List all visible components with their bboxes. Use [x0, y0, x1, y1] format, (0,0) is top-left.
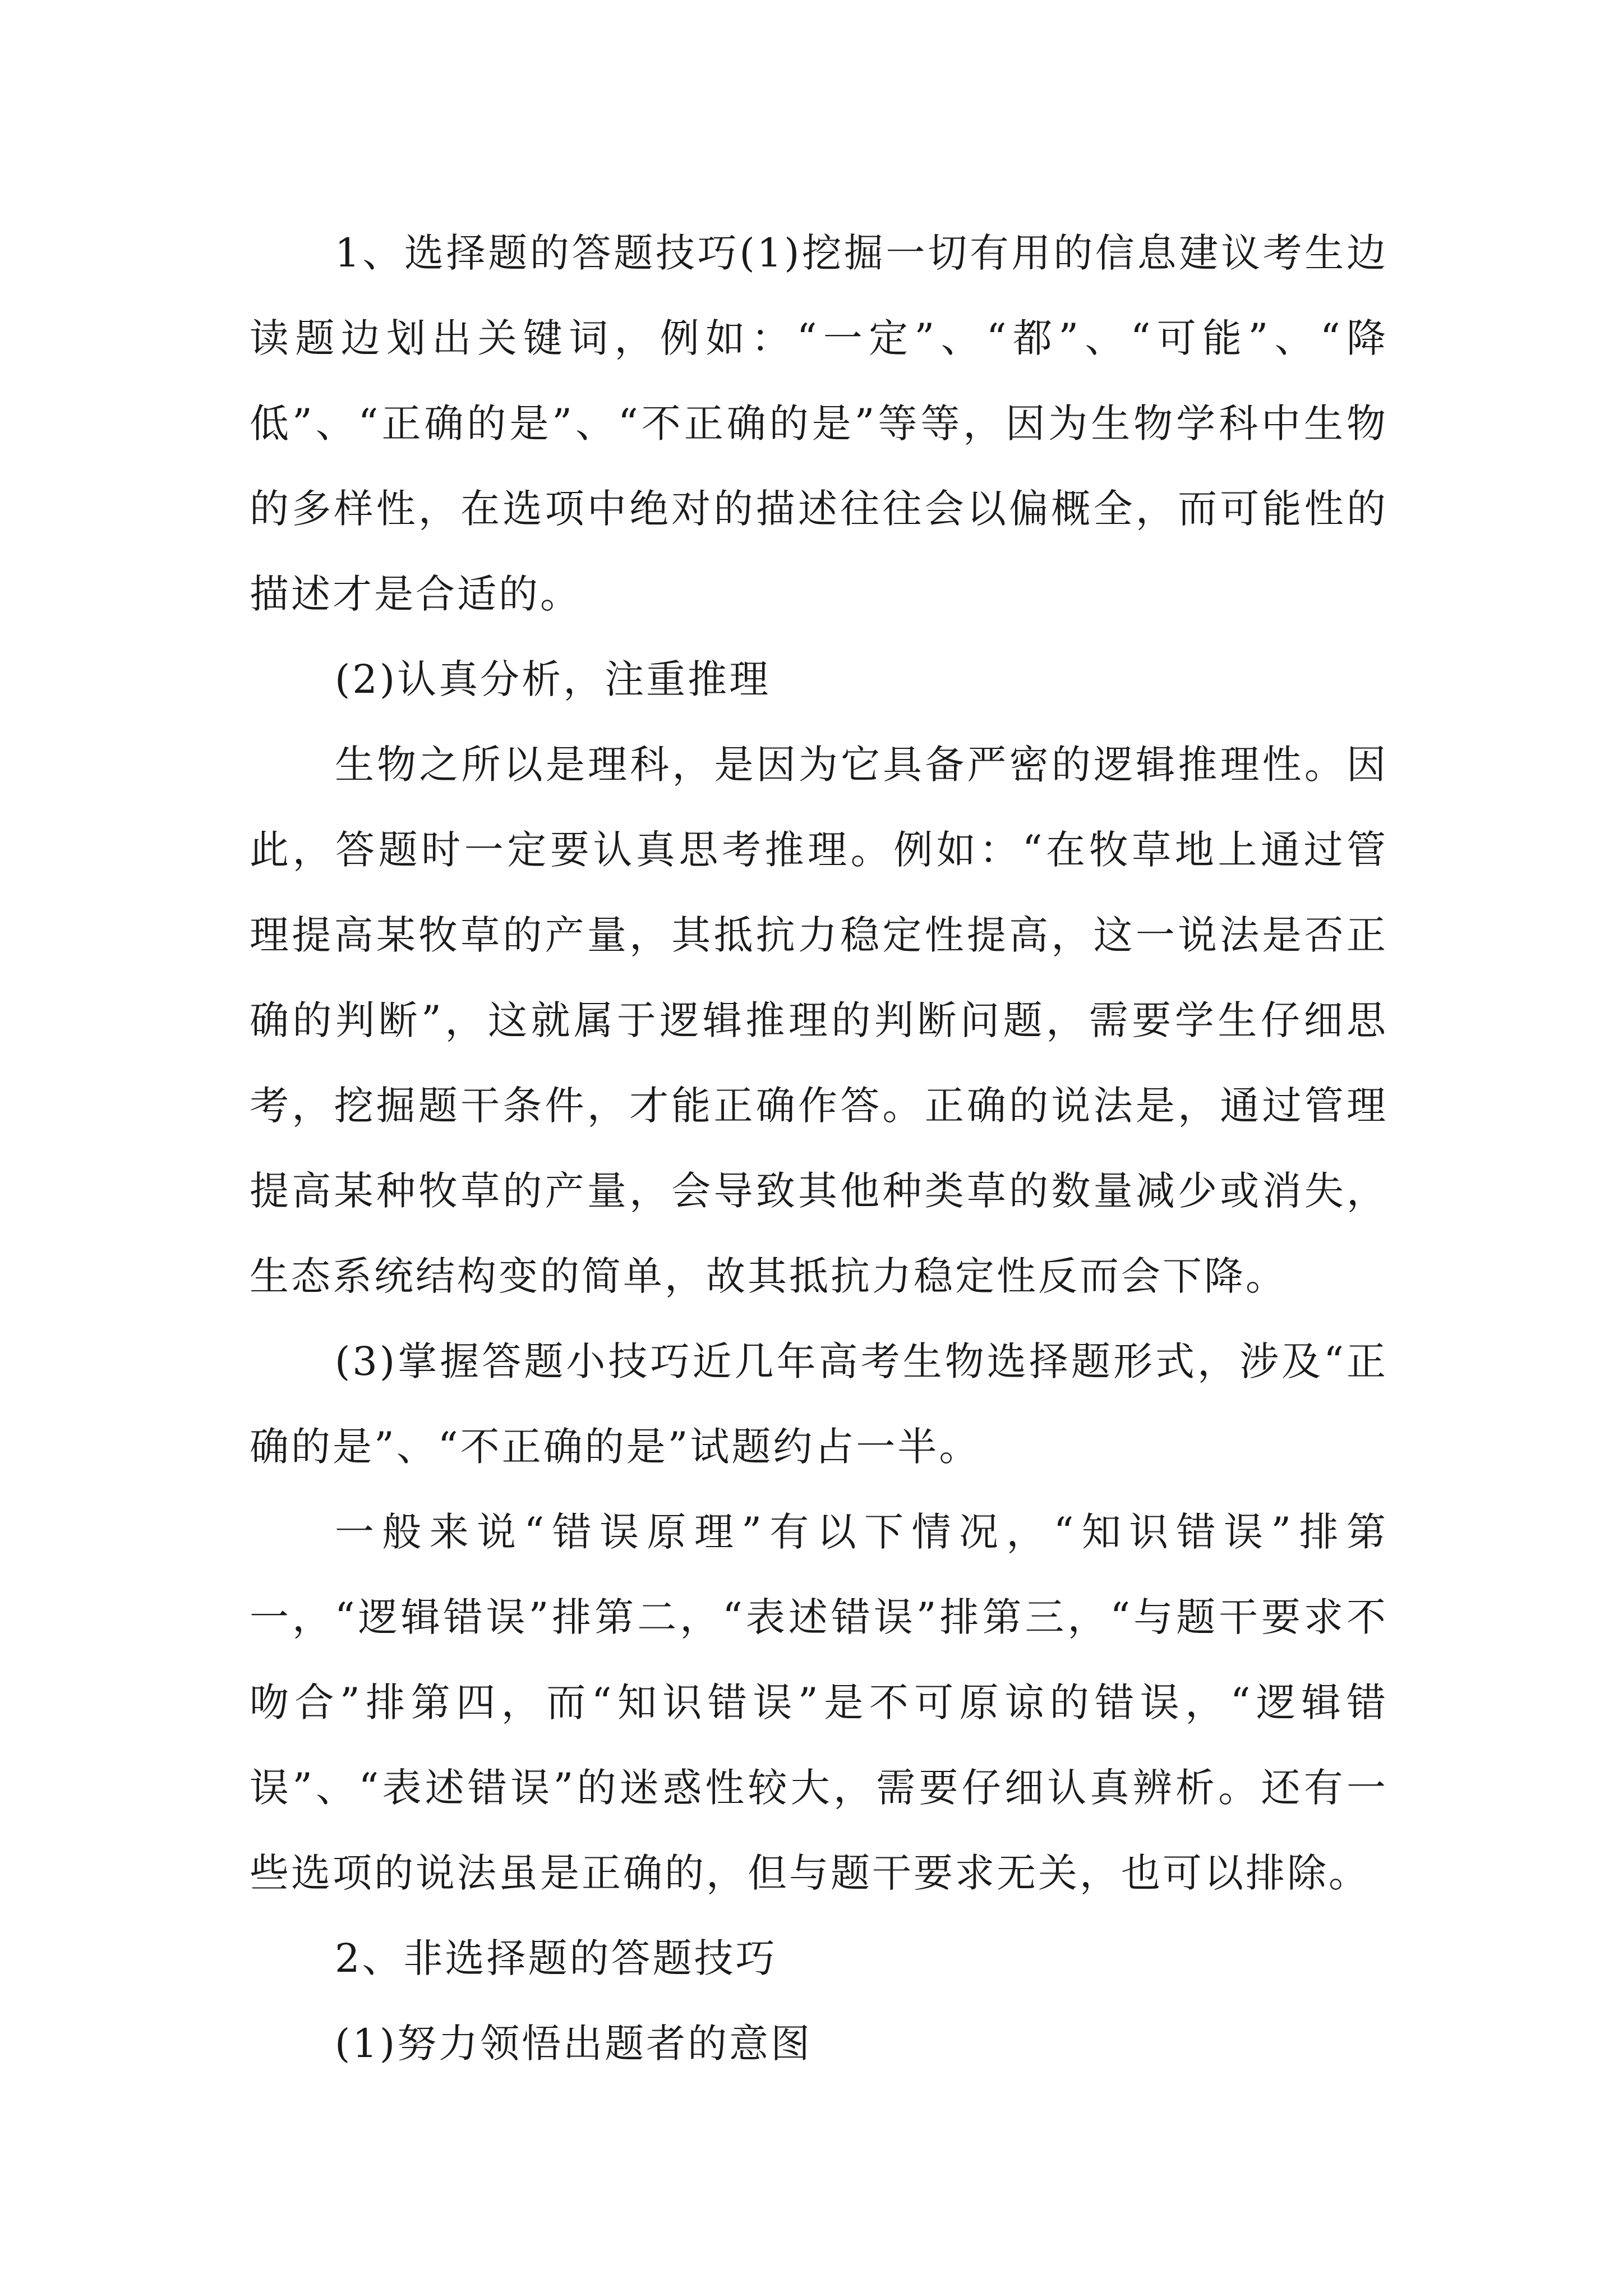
paragraph-logical-reasoning: 生物之所以是理科，是因为它具备严密的逻辑推理性。因此，答题时一定要认真思考推理。例如：“在牧草地上通过管理提高某牧草的产量，其抵抗力稳定性提高，这一说法是否正确的判断”，这就属于逻辑推理的判断问题，需要学生仔细思考，挖掘题干条件，才能正确作答。正确的说法是，通过管理提高某种牧草的产量，会导致其他种类草的数量减少或消失，生态系统结构变的简单，故其抵抗力稳定性反而会下降。 — [250, 742, 1388, 1299]
paragraph-error-principles: 一般来说“错误原理”有以下情况，“知识错误”排第一，“逻辑错误”排第二，“表述错误”排第三，“与题干要求不吻合”排第四，而“知识错误”是不可原谅的错误，“逻辑错误”、“表述错误”的迷惑性较大，需要仔细认真辨析。还有一些选项的说法虽是正确的，但与题干要求无关，也可以排除。 — [250, 1509, 1388, 1896]
paragraph-answer-tricks: (3)掌握答题小技巧近几年高考生物选择题形式，涉及“正确的是”、“不正确的是”试题约占一半。 — [250, 1338, 1388, 1470]
paragraph-non-choice-heading: 2、非选择题的答题技巧 — [335, 1935, 777, 1981]
paragraph-understand-intent: (1)努力领悟出题者的意图 — [335, 2021, 813, 2067]
paragraph-choice-question-tips: 1、选择题的答题技巧(1)挖掘一切有用的信息建议考生边读题边划出关键词，例如：“一定”、“都”、“可能”、“降低”、“正确的是”、“不正确的是”等等，因为生物学科中生物的多样性，在选项中绝对的描述往往会以偏概全，而可能性的描述才是合适的。 — [250, 230, 1388, 617]
paragraph-careful-analysis-heading: (2)认真分析，注重推理 — [335, 656, 771, 702]
document-body — [250, 210, 1388, 2086]
